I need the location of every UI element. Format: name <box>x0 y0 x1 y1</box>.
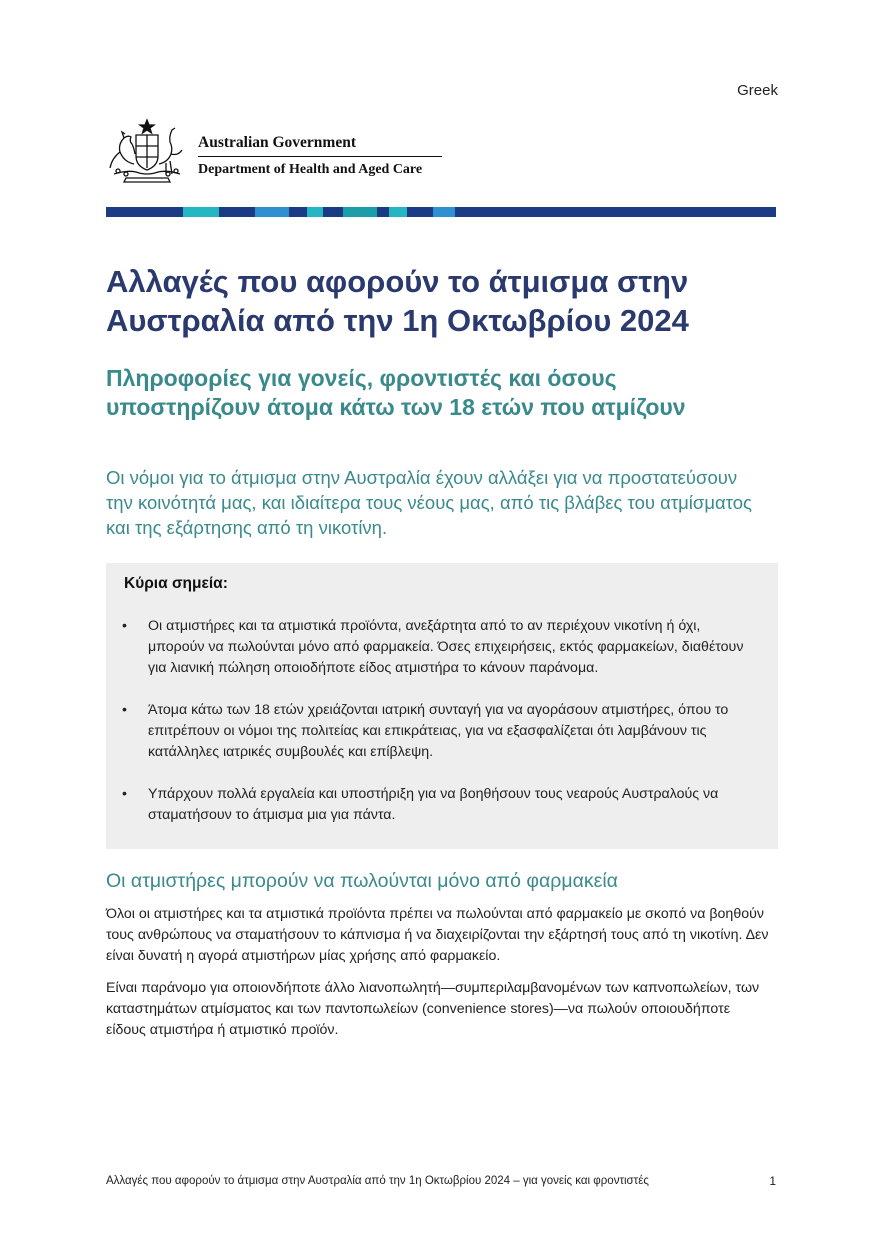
body-paragraph: Είναι παράνομο για οποιονδήποτε άλλο λιανοπωλητή—συμπεριλαμβανομένων των καπνοπωλείων, των καταστημάτων ατμίσματος και των παντοπωλείων (convenience stores)—να πωλούν οποιουδήποτε είδους ατμιστήρα ή ατμιστικό προϊόν. <box>106 980 760 1038</box>
page-number: 1 <box>769 1174 776 1188</box>
list-item <box>106 784 778 826</box>
bar-segment <box>389 207 407 217</box>
bar-segment <box>343 207 377 217</box>
bar-segment <box>183 207 219 217</box>
bar-segment <box>307 207 323 217</box>
list-item <box>106 700 778 763</box>
language-label: Greek <box>737 82 778 99</box>
bar-segment <box>289 207 307 217</box>
key-points-heading: Κύρια σημεία: <box>124 575 228 592</box>
bar-segment <box>433 207 455 217</box>
brand-color-bar <box>106 207 776 217</box>
government-logo <box>106 118 446 188</box>
bar-segment <box>148 207 183 217</box>
intro-paragraph: Οι νόμοι για το άτμισμα στην Αυστραλία έχουν αλλάξει για να προστατεύσουν την κοινότητά μας, και ιδιαίτερα τους νέους μας, από τις βλάβες του ατμίσματος και της εξάρτησης από τη νικοτίνη. <box>106 467 752 538</box>
department-name: Department of Health and Aged Care <box>198 162 423 177</box>
bar-segment <box>255 207 289 217</box>
page-subtitle: Πληροφορίες για γονείς, φροντιστές και όσους υποστηρίζουν άτομα κάτω των 18 ετών που ατμίζουν <box>106 365 686 420</box>
body-paragraph: Όλοι οι ατμιστήρες και τα ατμιστικά προϊόντα πρέπει να πωλούνται από φαρμακείο με σκοπό να βοηθούν τους ανθρώπους να σταματήσουν το κάπνισμα ή να διαχειρίζονται την εξάρτησή τους από τη νικοτίνη. Δεν είναι δυνατή η αγορά ατμιστήρων μίας χρήσης από φαρμακείο. <box>106 906 769 964</box>
page-title: Αλλαγές που αφορούν το άτμισμα στην Αυστραλία από την 1η Οκτωβρίου 2024 <box>106 264 689 338</box>
list-item-text: Υπάρχουν πολλά εργαλεία και υποστήριξη για να βοηθήσουν τους νεαρούς Αυστραλούς να σταματήσουν το άτμισμα μια για πάντα. <box>148 786 719 823</box>
bullet-icon: • <box>122 618 127 634</box>
list-item-text: Άτομα κάτω των 18 ετών χρειάζονται ιατρική συνταγή για να αγοράσουν ατμιστήρες, όπου το επιτρέπουν οι νόμοι της πολιτείας και επικράτειας, για να εξασφαλίζεται ότι λαμβάνουν τις κατάλληλες ιατρικές συμβουλές και επίβλεψη. <box>148 702 729 760</box>
bar-segment <box>323 207 343 217</box>
bar-segment <box>407 207 433 217</box>
bar-segment <box>455 207 776 217</box>
key-points-box <box>106 563 778 849</box>
bar-segment <box>219 207 255 217</box>
list-item <box>106 616 778 679</box>
bullet-icon: • <box>122 702 127 718</box>
section-heading: Οι ατμιστήρες μπορούν να πωλούνται μόνο από φαρμακεία <box>106 870 618 892</box>
bar-segment <box>377 207 389 217</box>
government-name: Australian Government <box>198 134 357 151</box>
footer-text: Αλλαγές που αφορούν το άτμισμα στην Αυστραλία από την 1η Οκτωβρίου 2024 – για γονείς και φροντιστές <box>106 1175 649 1187</box>
bullet-icon: • <box>122 786 127 802</box>
logo-divider <box>198 156 442 157</box>
key-points-list <box>106 616 778 847</box>
coat-of-arms-icon <box>106 118 188 184</box>
bar-segment <box>106 207 148 217</box>
list-item-text: Οι ατμιστήρες και τα ατμιστικά προϊόντα, ανεξάρτητα από το αν περιέχουν νικοτίνη ή όχι, μπορούν να πωλούνται μόνο από φαρμακεία. Όσες επιχειρήσεις, εκτός φαρμακείων, διαθέτουν για λιανική πώληση οποιοδήποτε είδος ατμιστήρα το κάνουν παράνομα. <box>148 618 744 676</box>
